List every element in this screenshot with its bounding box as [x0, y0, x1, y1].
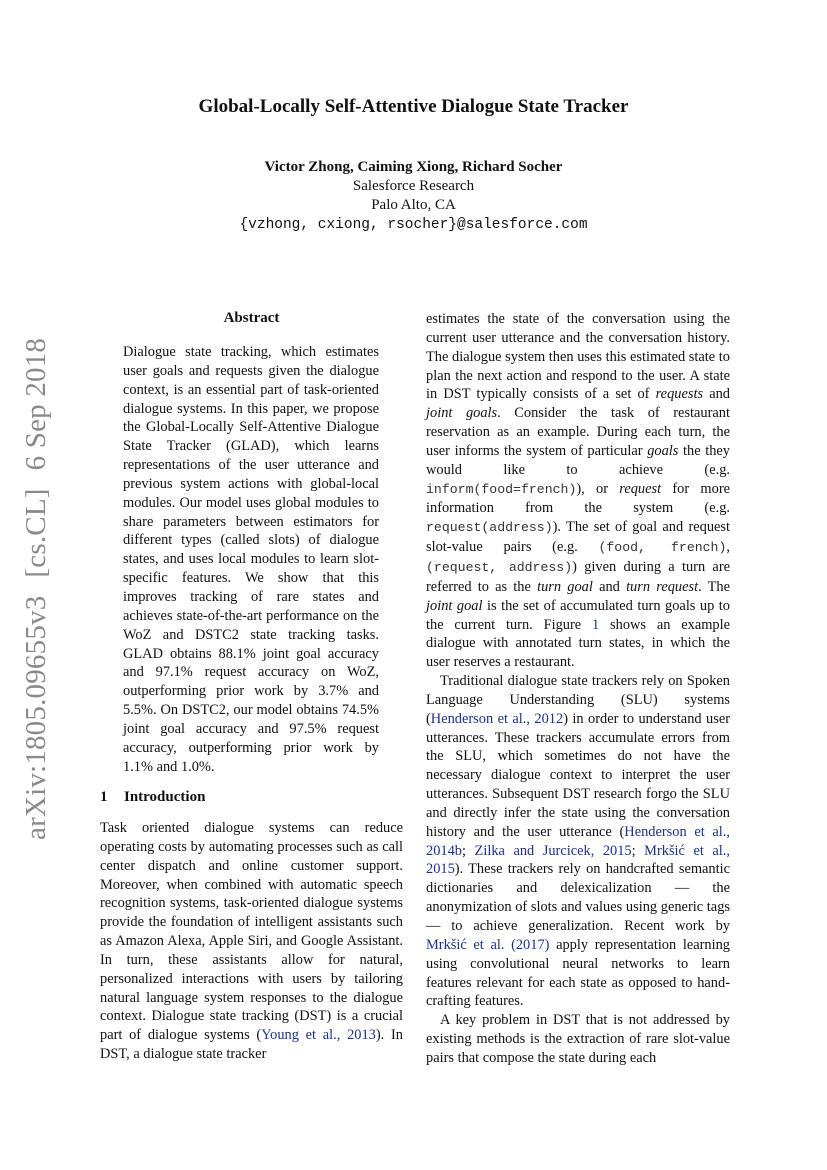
intro-paragraph	[100, 819, 403, 1064]
abstract-text: Dialogue state tracking, which estimates user goals and requests given the dialogue context, is an essential part of task-oriented dialogue systems. In this paper, we propose the Global-Locally Self-Attentive Dialogue State Tracker (GLAD), which learns representations of the user utterance and previous system actions with global-local modules. Our model uses global modules to share parameters between estimators for different types (called slots) of dialogue states, and uses local modules to learn slot-specific features. We show that this improves tracking of rare states and achieves state-of-the-art performance on the WoZ and DSTC2 state tracking tasks. GLAD obtains 88.1% joint goal accuracy and 97.1% request accuracy on WoZ, outperforming prior work by 3.7% and 5.5%. On DSTC2, our model obtains 74.5% joint goal accuracy and 97.5% request accuracy, outperforming prior work by 1.1% and 1.0%.	[123, 344, 379, 775]
code-inline: request(address)	[426, 520, 553, 536]
right-paragraph-3: A key problem in DST that is not addressed by existing methods is the extraction of rare slot-value pairs that compose the state during each	[426, 1012, 730, 1066]
author-location: Palo Alto, CA	[371, 197, 456, 213]
author-email: {vzhong, cxiong, rsocher}@salesforce.com	[239, 217, 588, 233]
code-inline: (food, french)	[598, 540, 727, 556]
intro-text-end: ). In DST, a dialogue state tracker	[100, 1027, 403, 1063]
abstract-heading: Abstract	[223, 310, 280, 326]
paper-title: Global-Locally Self-Attentive Dialogue State Tracker	[198, 96, 629, 117]
citation-link[interactable]: Mrkšić et al. (2017)	[426, 936, 550, 953]
citation-link[interactable]: Zilka and Jurcicek, 2015	[474, 842, 632, 859]
right-column	[426, 310, 730, 1068]
citation-link[interactable]: Henderson et al., 2014b	[426, 823, 730, 859]
intro-text: Task oriented dialogue systems can reduce operating costs by automating processes such as call center dispatch and online customer support. Moreover, when combined with automatic speech recognition systems, task-oriented dialogue systems provide the foundation of intelligent assistants such as Amazon Alexa, Apple Siri, and Google Assistant. In turn, these assistants allow for natural, personalized interactions with users by tailoring natural language system responses to the dialogue context. Dialogue state tracking (DST) is a crucial part of dialogue systems (	[100, 820, 403, 1044]
right-paragraph-1: estimates the state of the conversation using the current user utterance and the conversation history. The dialogue system then uses this estimated state to plan the next action and respond to the user. A state in DST typically consists of a set of requests and joint goals. Consider the task of restaurant reservation as an example. During each turn, the user informs the system of particular goals the they would like to achieve (e.g. inform(food=french)), or request for more information from the system (e.g. request(address)). The set of goal and request slot-value pairs (e.g. (food, french), (request, address)) given during a turn are referred to as the turn goal and turn request. The joint goal is the set of accumulated turn goals up to the current turn. Figure 1 shows an example dialogue with annotated turn states, in which the user reserves a restaurant.	[426, 311, 731, 671]
author-block	[0, 158, 827, 235]
citation-link[interactable]: Young et al., 2013	[261, 1027, 376, 1044]
arxiv-category: [cs.CL]	[20, 488, 52, 578]
section-number: 1	[100, 789, 108, 805]
citation-link[interactable]: Henderson et al., 2012	[430, 710, 564, 727]
code-inline: (request, address)	[426, 559, 573, 575]
arxiv-stamp	[20, 338, 53, 840]
author-affiliation: Salesforce Research	[352, 178, 475, 194]
section-title: Introduction	[124, 789, 206, 805]
arxiv-id: arXiv:1805.09655v3	[20, 595, 52, 840]
author-names: Victor Zhong, Caiming Xiong, Richard Socher	[264, 159, 563, 175]
right-paragraph-2: Traditional dialogue state trackers rely on Spoken Language Understanding (SLU) systems (Henderson et al., 2012) in order to understand user utterances. These trackers accumulate errors from the SLU, which sometimes do not have the necessary dialogue context to interpret the user utterances. Subsequent DST research forgo the SLU and directly infer the state using the conversation history and the user utterance (Henderson et al., 2014b; Zilka and Jurcicek, 2015; Mrkšić et al., 2015). These trackers rely on handcrafted semantic dictionaries and delexicalization — the anonymization of slots and values using generic tags — to achieve generalization. Recent work by Mrkšić et al. (2017) apply representation learning using convolutional neural networks to learn features relevant for each state as opposed to hand-crafting features.	[426, 673, 730, 1010]
section-heading	[100, 789, 205, 806]
arxiv-date: 6 Sep 2018	[20, 337, 52, 471]
citation-link[interactable]: Mrkšić et al., 2015	[426, 842, 730, 878]
figure-ref-link[interactable]: 1	[592, 616, 600, 633]
code-inline: inform(food=french)	[426, 481, 577, 497]
